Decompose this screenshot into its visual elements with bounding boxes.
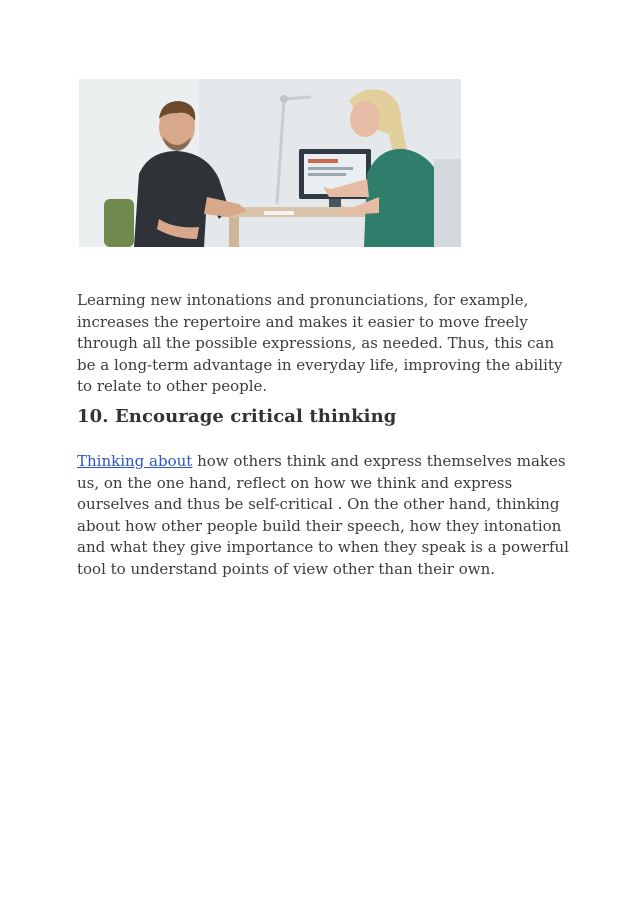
thinking-about-link[interactable]: Thinking about: [77, 452, 193, 470]
paragraph-intonations: Learning new intonations and pronunciations, for example, increases the repertoire and makes it easier to move freely through all the possible expressions, as needed. Thus, this can be a long-term advantage in everyday life, improving the ability to relate to other people.: [77, 291, 563, 395]
paragraph-critical-thinking: [77, 451, 577, 580]
paragraph-critical-thinking-text: how others think and express themselves makes us, on the one hand, reflect on how we think and express ourselves and thus be self-critical . On the other hand, thinking about how other people build their speech, how they intonation and what they give importance to when they speak is a powerful tool to understand points of view other than their own.: [77, 452, 569, 578]
section-heading: 10. Encourage critical thinking: [77, 406, 397, 427]
consultation-illustration: [79, 79, 461, 247]
article-photo: [79, 79, 461, 247]
